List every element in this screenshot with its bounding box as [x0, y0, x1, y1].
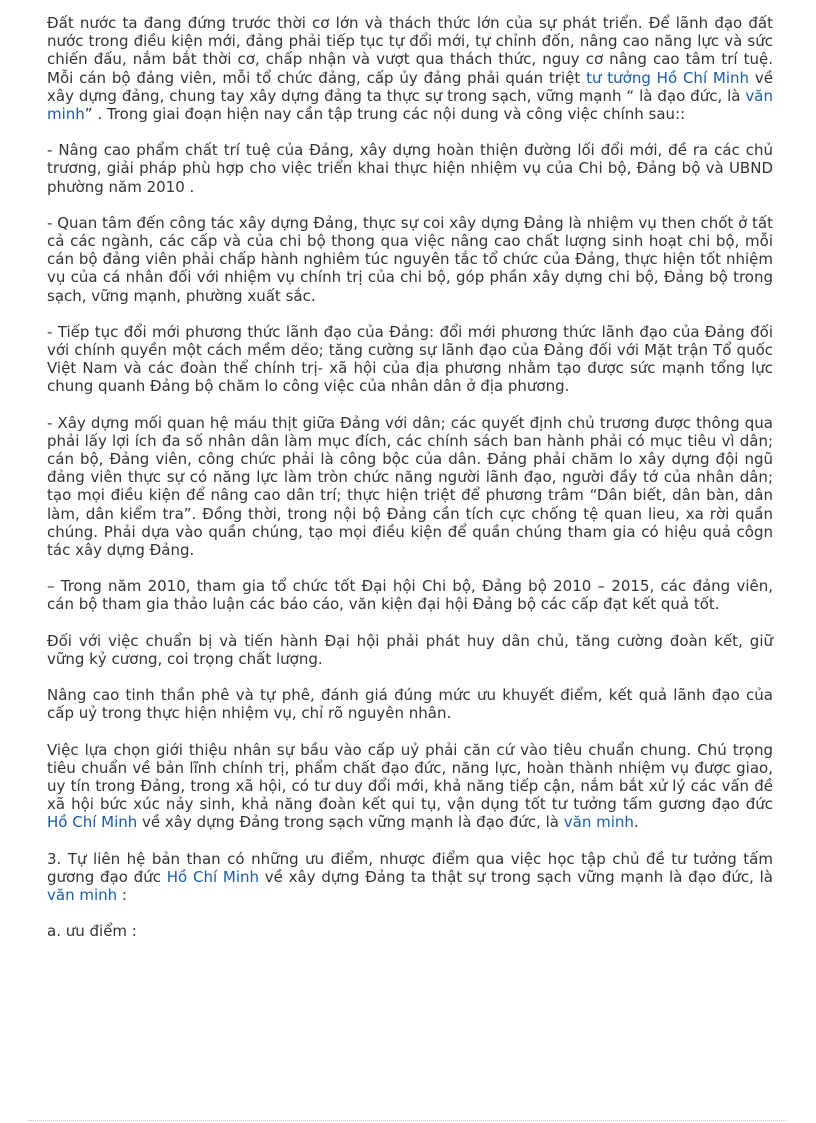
bottom-divider [28, 1120, 788, 1121]
paragraph-text: ” . Trong giai đoạn hiện nay cần tập trung các nội dung và công việc chính sau:: [84, 105, 686, 124]
document-body [47, 14, 773, 958]
paragraph-text: - Xây dựng mối quan hệ máu thịt giữa Đảng với dân; các quyết định chủ trương được thông qua phải lấy lợi ích đa số nhân dân làm mục đích, các chính sách ban hành phải có mục tiêu vì dân; cán bộ, Đảng viên, công chức phải là công bộc của dân. Đảng phải chăm lo xây dựng đội ngũ đảng viên thực sự có năng lực làm tròn chức năng người lãnh đạo, người đầy tớ của nhân dân; tạo mọi điều kiện để nâng cao dân trí; thực hiện triệt để phương trâm “Dân biết, dân bàn, dân làm, dân kiểm tra”. Đồng thời, trong nội bộ Đảng cần tích cực chống tệ quan lieu, xa rời quần chúng. Phải dựa vào quần chúng, tạo mọi điều kiện để quần chúng tham gia có hiệu quả côgn tác xây dựng Đảng. [47, 413, 773, 560]
paragraph-6 [47, 577, 773, 613]
inline-link[interactable]: văn minh [563, 813, 634, 832]
paragraph-4 [47, 323, 773, 396]
inline-link[interactable]: văn minh [47, 86, 773, 124]
paragraph-5 [47, 414, 773, 560]
paragraph-text: Đối với việc chuẩn bị và tiến hành Đại hội phải phát huy dân chủ, tăng cường đoàn kết, giữ vững kỷ cương, coi trọng chất lượng. [47, 631, 773, 668]
paragraph-text: - Tiếp tục đổi mới phương thức lãnh đạo của Đảng: đổi mới phương thức lãnh đạo của Đảng đối với chính quyền một cách mềm dẻo; tăng cường sự lãnh đạo của Đảng đối với Mặt trận Tổ quốc Việt Nam và các đoàn thể chính trị- xã hội của địa phương nhằm tạo được sức mạnh tổng lực chung quanh Đảng bộ chăm lo công việc của nhân dân ở địa phương. [47, 322, 773, 396]
paragraph-text: về xây dựng Đảng ta thật sự trong sạch vững mạnh là đạo đức, là [259, 867, 773, 886]
inline-link[interactable]: Hồ Chí Minh [166, 867, 260, 886]
paragraph-2 [47, 141, 773, 196]
inline-link[interactable]: văn minh [47, 885, 118, 904]
paragraph-7 [47, 632, 773, 668]
paragraph-10 [47, 850, 773, 905]
paragraph-11 [47, 922, 773, 940]
inline-link[interactable]: Hồ Chí Minh [47, 813, 138, 832]
paragraph-1 [47, 14, 773, 123]
paragraph-text: Nâng cao tinh thần phê và tự phê, đánh giá đúng mức ưu khuyết điểm, kết quả lãnh đạo của cấp uỷ trong thực hiện nhiệm vụ, chỉ rõ nguyên nhân. [47, 686, 773, 723]
paragraph-8 [47, 686, 773, 722]
paragraph-text: - Quan tâm đến công tác xây dựng Đảng, thực sự coi xây dựng Đảng là nhiệm vụ then chốt ở tất cả các ngành, các cấp và của chi bộ thong qua việc nâng cao chất lượng sinh hoạt chi bộ, mỗi cán bộ đảng viên phải chấp hành nghiêm túc nguyên tắc tổ chức của Đảng, thực hiện tốt nhiệm vụ của cá nhân đối với nhiệm vụ chính trị của chi bộ, góp phần xây dựng chi bộ, Đảng bộ trong sạch, vững mạnh, phường xuất sắc. [47, 213, 773, 305]
paragraph-3 [47, 214, 773, 305]
paragraph-text: về xây dựng Đảng trong sạch vững mạnh là đạo đức, là [137, 813, 564, 832]
paragraph-text: – Trong năm 2010, tham gia tổ chức tốt Đại hội Chi bộ, Đảng bộ 2010 – 2015, các đảng viên, cán bộ tham gia thảo luận các báo cáo, văn kiện đại hội Đảng bộ các cấp đạt kết quả tốt. [47, 577, 773, 614]
paragraph-text: 3. Tự liên hệ bản than có những ưu điểm, nhược điểm qua việc học tập chủ đề tư tưởng tấm gương đạo đức [47, 849, 773, 886]
paragraph-text: . [633, 813, 639, 832]
paragraph-text: : [117, 885, 127, 904]
paragraph-9 [47, 741, 773, 832]
paragraph-text: a. ưu điểm : [47, 922, 137, 941]
paragraph-text: Việc lựa chọn giới thiệu nhân sự bầu vào cấp uỷ phải căn cứ vào tiêu chuẩn chung. Chú trọng tiêu chuẩn về bản lĩnh chính trị, phẩm chất đạo đức, năng lực, hoàn thành nhiệm vụ được giao, uy tín trong Đảng, trong xã hội, có tư duy đổi mới, khả năng tiếp cận, nắm bắt xử lý các vấn đề xã hội bức xúc nảy sinh, khả năng đoàn kết qui tụ, vận dụng tốt tư tưởng tấm gương đạo đức [47, 740, 773, 814]
paragraph-text: Đất nước ta đang đứng trước thời cơ lớn và thách thức lớn của sự phát triển. Để lãnh đạo đất nước trong điều kiện mới, đảng phải tiếp tục tự đổi mới, tự chỉnh đốn, nâng cao năng lực và sức chiến đấu, nắm bắt thời cơ, chấp nhận và vượt qua thách thức, nguy cơ nâng cao tâm trí tuệ. Mỗi cán bộ đảng viên, mỗi tổ chức đảng, cấp ủy đảng phải quán triệt [47, 14, 773, 87]
paragraph-text: về xây dựng đảng, chung tay xây dựng đảng ta thực sự trong sạch, vững mạnh “ là đạo đức, là [47, 68, 773, 105]
paragraph-text: - Nâng cao phẩm chất trí tuệ của Đảng, xây dựng hoàn thiện đường lối đổi mới, đề ra các chủ trương, giải pháp phù hợp cho việc triển khai thực hiện nhiệm vụ của Chi bộ, Đảng bộ và UBND phường năm 2010 . [47, 141, 773, 196]
inline-link[interactable]: tư tưởng Hồ Chí Minh [586, 68, 750, 87]
